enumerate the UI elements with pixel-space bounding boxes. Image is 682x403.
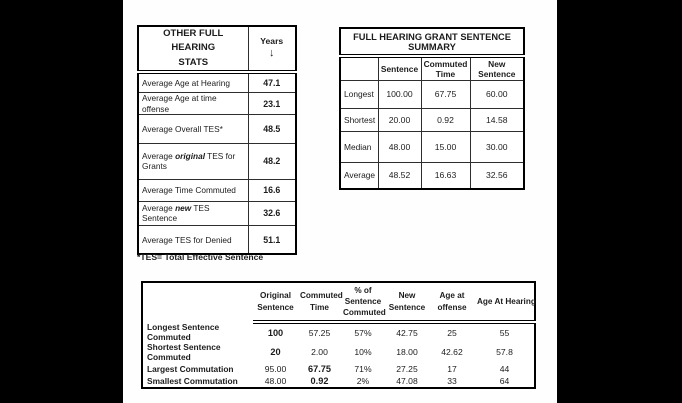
detail-pct-value: 10%: [354, 347, 372, 357]
stats-row: [138, 72, 296, 93]
detail-header-row: [142, 282, 535, 322]
summary-commuted-value: 0.92: [421, 108, 470, 131]
document-canvas: [123, 0, 557, 403]
tes-footnote: *TES= Total Effective Sentence: [137, 252, 264, 262]
commutation-detail-table: [141, 281, 536, 389]
detail-original-value: 100: [267, 328, 284, 338]
detail-row-label: Smallest Commutation: [147, 376, 238, 386]
detail-age-offense-value: 42.62: [441, 347, 463, 357]
detail-row: [142, 342, 535, 362]
stats-title-cell: [138, 26, 248, 72]
stat-value: 51.1: [248, 225, 296, 254]
summary-header-new-sentence: New Sentence: [470, 56, 524, 80]
detail-pct-value: 57%: [354, 328, 372, 338]
detail-new-sentence-value: 18.00: [396, 347, 418, 357]
detail-age-offense-value: 33: [447, 376, 457, 386]
summary-row-label: Shortest: [340, 108, 378, 131]
summary-new-sentence-value: 60.00: [470, 80, 524, 108]
detail-row: [142, 362, 535, 375]
detail-age-hearing-value: 55: [499, 328, 510, 338]
summary-title: FULL HEARING GRANT SENTENCE SUMMARY: [340, 28, 524, 56]
stats-row: [138, 201, 296, 225]
detail-blank-header: [142, 282, 253, 322]
stat-value: 16.6: [248, 179, 296, 201]
other-full-hearing-stats-table: [137, 25, 297, 255]
summary-sentence-value: 20.00: [378, 108, 421, 131]
detail-commuted-value: 0.92: [310, 376, 329, 386]
stat-label: Average original TES for Grants: [138, 143, 248, 179]
summary-sentence-value: 100.00: [378, 80, 421, 108]
stats-row: [138, 114, 296, 143]
detail-commuted-value: 57.25: [308, 328, 331, 338]
summary-new-sentence-value: 14.58: [470, 108, 524, 131]
stats-row: [138, 143, 296, 179]
grant-sentence-summary-table: [339, 27, 525, 190]
detail-original-value: 48.00: [264, 376, 287, 386]
stats-title-line1: OTHER FULL HEARING: [163, 28, 224, 54]
detail-commuted-value: 2.00: [311, 347, 328, 357]
summary-row: [340, 162, 524, 189]
summary-commuted-value: 15.00: [421, 131, 470, 162]
detail-row-label: Longest Sentence Commuted: [147, 322, 220, 342]
stats-years-header-cell: [248, 26, 296, 72]
detail-header-age-at-offense: Age at offense: [429, 282, 475, 322]
detail-age-hearing-value: 57.8: [496, 347, 513, 357]
detail-original-value: 20: [270, 347, 281, 357]
summary-row: [340, 80, 524, 108]
summary-row-label: Longest: [340, 80, 378, 108]
stat-value: 48.2: [248, 143, 296, 179]
detail-row-label: Largest Commutation: [147, 363, 234, 374]
summary-row: [340, 108, 524, 131]
detail-new-sentence-value: 42.75: [396, 328, 418, 338]
letterbox-left: [0, 0, 123, 403]
summary-row-label: Average: [340, 162, 378, 189]
stat-value: 32.6: [248, 201, 296, 225]
detail-age-offense-value: 25: [447, 328, 457, 338]
summary-blank-header: [340, 56, 378, 80]
summary-commuted-value: 16.63: [421, 162, 470, 189]
stat-label: Average Age at Hearing: [138, 72, 248, 93]
detail-row: [142, 322, 535, 342]
detail-header-commuted-time: Commuted Time: [298, 282, 341, 322]
detail-row: [142, 375, 535, 388]
summary-new-sentence-value: 32.56: [470, 162, 524, 189]
stat-label: Average Time Commuted: [138, 179, 248, 201]
summary-header-sentence: Sentence: [378, 56, 421, 80]
summary-header-row: [340, 56, 524, 80]
stats-title-line2: STATS: [178, 56, 209, 68]
detail-header-new-sentence: New Sentence: [385, 282, 429, 322]
stat-label: Average new TES Sentence: [138, 201, 248, 225]
summary-row-label: Median: [340, 131, 378, 162]
detail-pct-value: 2%: [356, 376, 370, 386]
stats-row: [138, 179, 296, 201]
detail-commuted-value: 67.75: [308, 363, 331, 374]
summary-commuted-value: 67.75: [421, 80, 470, 108]
detail-age-hearing-value: 64: [499, 376, 510, 386]
detail-row-label: Shortest Sentence Commuted: [147, 342, 221, 362]
summary-sentence-value: 48.00: [378, 131, 421, 162]
summary-new-sentence-value: 30.00: [470, 131, 524, 162]
down-arrow-icon: ↓: [269, 46, 275, 59]
stat-value: 23.1: [248, 93, 296, 115]
summary-sentence-value: 48.52: [378, 162, 421, 189]
stats-header-row: [138, 26, 296, 72]
detail-header-age-at-hearing: Age At Hearing: [475, 282, 535, 322]
detail-new-sentence-value: 27.25: [396, 363, 418, 374]
stat-label: Average TES for Denied: [138, 225, 248, 254]
detail-new-sentence-value: 47.08: [396, 376, 418, 386]
detail-pct-value: 71%: [354, 363, 372, 374]
stat-value: 48.5: [248, 114, 296, 143]
detail-header-original-sentence: Original Sentence: [253, 282, 298, 322]
detail-original-value: 95.00: [264, 363, 287, 374]
summary-row: [340, 131, 524, 162]
detail-header-pct-commuted: % of Sentence Commuted: [341, 282, 385, 322]
stats-row: [138, 93, 296, 115]
detail-age-offense-value: 17: [447, 363, 457, 374]
summary-title-row: [340, 28, 524, 56]
stat-label: Average Age at time offense: [138, 93, 248, 115]
stat-value: 47.1: [248, 72, 296, 93]
years-label: Years: [260, 36, 284, 47]
stat-label: Average Overall TES*: [138, 114, 248, 143]
summary-header-commuted-time: Commuted Time: [421, 56, 470, 80]
stats-row: [138, 225, 296, 254]
letterbox-right: [557, 0, 682, 403]
detail-age-hearing-value: 44: [499, 363, 510, 374]
